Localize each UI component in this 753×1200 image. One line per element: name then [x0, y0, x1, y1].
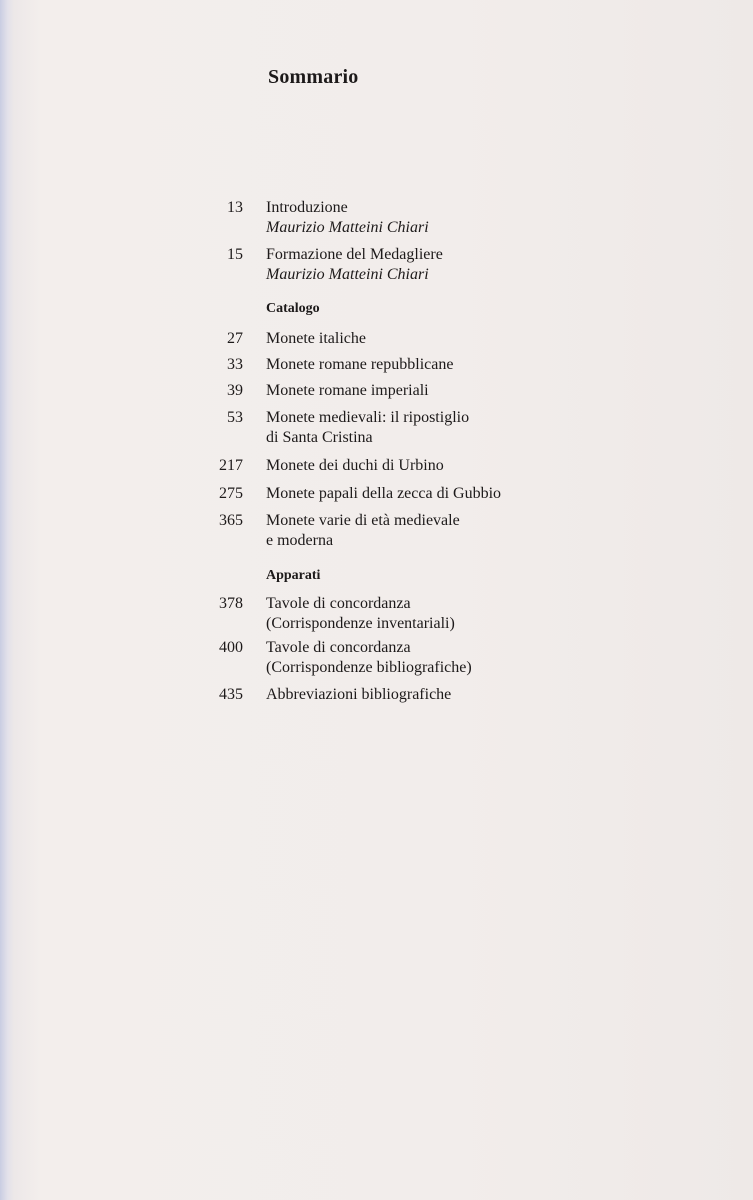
toc-item-line: Monete romane repubblicane	[266, 356, 454, 373]
toc-item-line: (Corrispondenze bibliografiche)	[266, 659, 472, 676]
toc-item-line: di Santa Cristina	[266, 429, 373, 446]
toc-item	[266, 638, 686, 678]
toc-item	[266, 594, 686, 634]
toc-item	[266, 381, 686, 401]
toc-item-line: Monete varie di età medievale	[266, 512, 460, 529]
toc-page-number: 378	[219, 595, 243, 612]
toc-item-line: e moderna	[266, 532, 334, 549]
toc-item	[266, 456, 686, 476]
toc-item-line: Monete italiche	[266, 330, 366, 347]
toc-page-number: 275	[219, 485, 243, 502]
toc-item-line: Monete dei duchi di Urbino	[266, 457, 444, 474]
section-heading-catalogo: Catalogo	[266, 301, 320, 316]
toc-page-number: 435	[219, 686, 243, 703]
toc-page-number: 27	[227, 330, 243, 347]
toc-item-line: Monete romane imperiali	[266, 382, 429, 399]
section-heading-apparati: Apparati	[266, 568, 321, 583]
toc-page-number: 217	[219, 457, 243, 474]
toc-item-line: (Corrispondenze inventariali)	[266, 615, 455, 632]
toc-page-number: 13	[227, 199, 243, 216]
toc-item	[266, 685, 686, 705]
toc-page-number: 39	[227, 382, 243, 399]
toc-item-line: Monete papali della zecca di Gubbio	[266, 485, 502, 502]
page-title: Sommario	[268, 66, 359, 88]
toc-entry-author: Maurizio Matteini Chiari	[266, 219, 429, 236]
toc-page-number: 53	[227, 409, 243, 426]
toc-page-number: 33	[227, 356, 243, 373]
toc-item	[266, 408, 686, 448]
toc-item	[266, 484, 686, 504]
toc-entry-title: Formazione del Medagliere	[266, 246, 443, 263]
toc-page-number: 15	[227, 246, 243, 263]
toc-item	[266, 329, 686, 349]
page-gutter-shadow	[0, 0, 14, 1200]
toc-page-number: 365	[219, 512, 243, 529]
toc-item	[266, 355, 686, 375]
toc-item-line: Abbreviazioni bibliografiche	[266, 686, 452, 703]
toc-entry-formazione	[266, 245, 686, 285]
toc-item-line: Tavole di concordanza	[266, 595, 411, 612]
toc-entry-introduzione	[266, 198, 686, 238]
toc-item	[266, 511, 686, 551]
toc-item-line: Tavole di concordanza	[266, 639, 411, 656]
toc-entry-title: Introduzione	[266, 199, 348, 216]
toc-page-number: 400	[219, 639, 243, 656]
toc-entry-author: Maurizio Matteini Chiari	[266, 266, 429, 283]
toc-item-line: Monete medievali: il ripostiglio	[266, 409, 470, 426]
